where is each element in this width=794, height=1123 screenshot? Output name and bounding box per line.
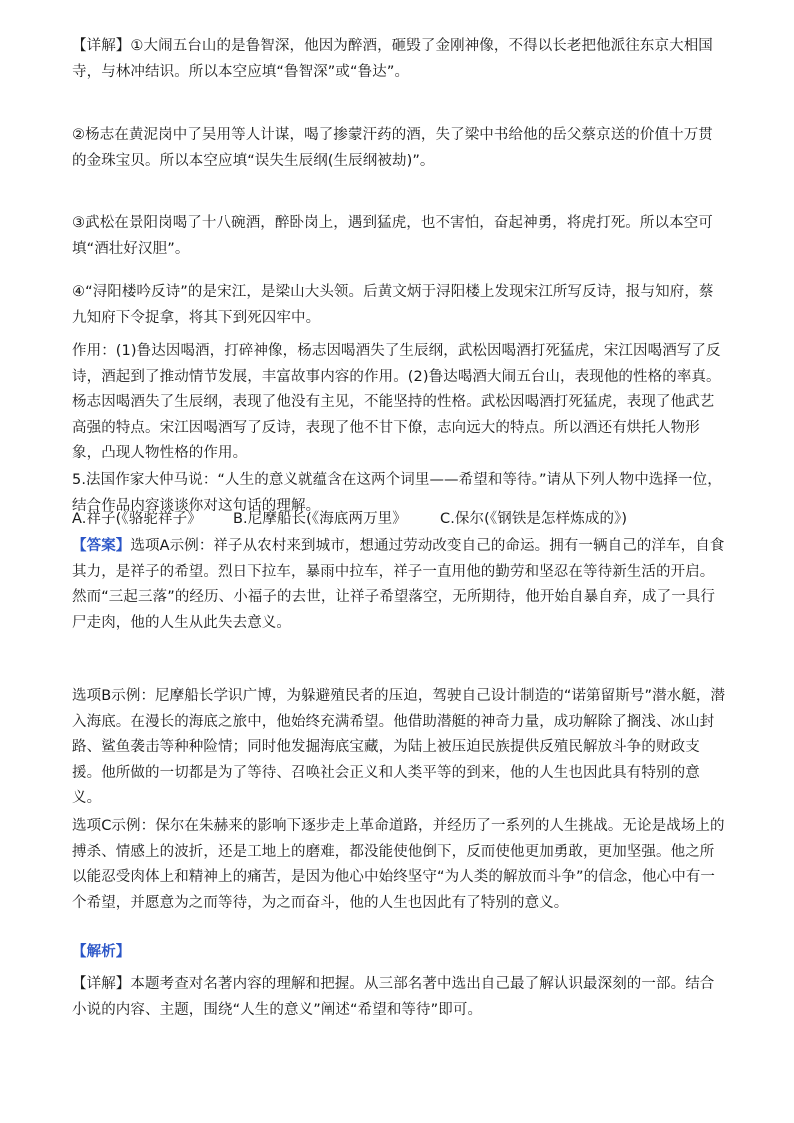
question-5: 5.法国作家大仲马说：“人生的意义就蕴含在这两个词里——希望和等待。”请从下列人物中选择一位，结合作品内容谈谈你对这句话的理解。	[72, 472, 722, 514]
detail-paragraph-3: ③武松在景阳岗喝了十八碗酒，醉卧岗上，遇到猛虎，也不害怕，奋起神勇，将虎打死。所以本空可填“酒壮好汉胆”。	[72, 215, 713, 257]
detail-paragraph-2: ②杨志在黄泥岗中了吴用等人计谋，喝了掺蒙汗药的酒，失了梁中书给他的岳父蔡京送的价值十万贯的金珠宝贝。所以本空应填“误失生辰纲(生辰纲被劫)”。	[72, 127, 713, 169]
detail-text-final: 本题考查对名著内容的理解和把握。从三部名著中选出自己最了解认识最深刻的一部。结合小说的内容、主题，围绕“人生的意义”阐述“希望和等待”即可。	[72, 976, 715, 1018]
effect-paragraph: 作用：(1)鲁达因喝酒，打碎神像，杨志因喝酒失了生辰纲，武松因喝酒打死猛虎，宋江因喝酒写了反诗，酒起到了推动情节发展，丰富故事内容的作用。(2)鲁达喝酒大闹五台山，表现他的性格的率真。杨志因喝酒失了生辰纲，表现了他没有主见，不能坚持的性格。武松因喝酒打死猛虎，表现了他武艺高强的特点。宋江因喝酒写了反诗，表现了他不甘下僚，志向远大的特点。所以酒还有烘托人物形象，凸现人物性格的作用。	[72, 343, 721, 461]
answer-paragraph-b: 选项B示例：尼摩船长学识广博，为躲避殖民者的压迫，驾驶自己设计制造的“诺第留斯号”潜水艇，潜入海底。在漫长的海底之旅中，他始终充满希望。他借助潜艇的神奇力量，成功解除了搁浅、冰山封路、鲨鱼袭击等种种险情；同时他发掘海底宝藏，为陆上被压迫民族提供反殖民解放斗争的财政支援。他所做的一切都是为了等待、召唤社会正义和人类平等的到来，他的人生也因此具有特别的意义。	[72, 688, 726, 806]
analysis-label: 【解析】	[72, 944, 131, 960]
analysis-heading	[72, 940, 727, 966]
option-c: C.保尔(《钢铁是怎样炼成的》)	[440, 511, 628, 527]
detail-paragraph-1	[72, 34, 727, 85]
detail-label: 【详解】	[72, 38, 131, 54]
answer-paragraph-c: 选项C示例：保尔在朱赫来的影响下逐步走上革命道路，并经历了一系列的人生挑战。无论是战场上的搏杀、情感上的波折，还是工地上的磨难，都没能使他倒下，反而使他更加勇敢，更加坚强。他之所以能忍受肉体上和精神上的痛苦，是因为他心中始终坚守“为人类的解放而斗争”的信念，他心中有一个希望，并愿意为之而等待，为之而奋斗，他的人生也因此有了特别的意义。	[72, 818, 725, 911]
option-a: A.祥子(《骆驼祥子》	[72, 511, 202, 527]
detail-label-2: 【详解】	[72, 976, 131, 992]
detail-paragraph-4: ④“浔阳楼吟反诗”的是宋江，是梁山大头领。后黄文炳于浔阳楼上发现宋江所写反诗，报与知府，蔡九知府下令捉拿，将其下到死囚牢中。	[72, 284, 714, 326]
detail-paragraph-final	[72, 972, 727, 1023]
detail-text-1: ①大闹五台山的是鲁智深，他因为醉酒，砸毁了金刚神像，不得以长老把他派往东京大相国寺，与林冲结识。所以本空应填“鲁智深”或“鲁达”。	[72, 38, 713, 80]
answer-text-a: 选项A示例：祥子从农村来到城市，想通过劳动改变自己的命运。拥有一辆自己的洋车，自食其力，是祥子的希望。烈日下拉车，暴雨中拉车，祥子一直用他的勤劳和坚忍在等待新生活的开启。然而“三起三落”的经历、小福子的去世，让祥子希望落空，无所期待，他开始自暴自弃，成了一具行尸走肉，他的人生从此失去意义。	[72, 538, 725, 631]
answer-paragraph-a	[72, 534, 727, 636]
option-b: B.尼摩船长(《海底两万里》	[233, 511, 407, 527]
question-5-options	[72, 507, 727, 531]
answer-label: 【答案】	[72, 538, 131, 554]
